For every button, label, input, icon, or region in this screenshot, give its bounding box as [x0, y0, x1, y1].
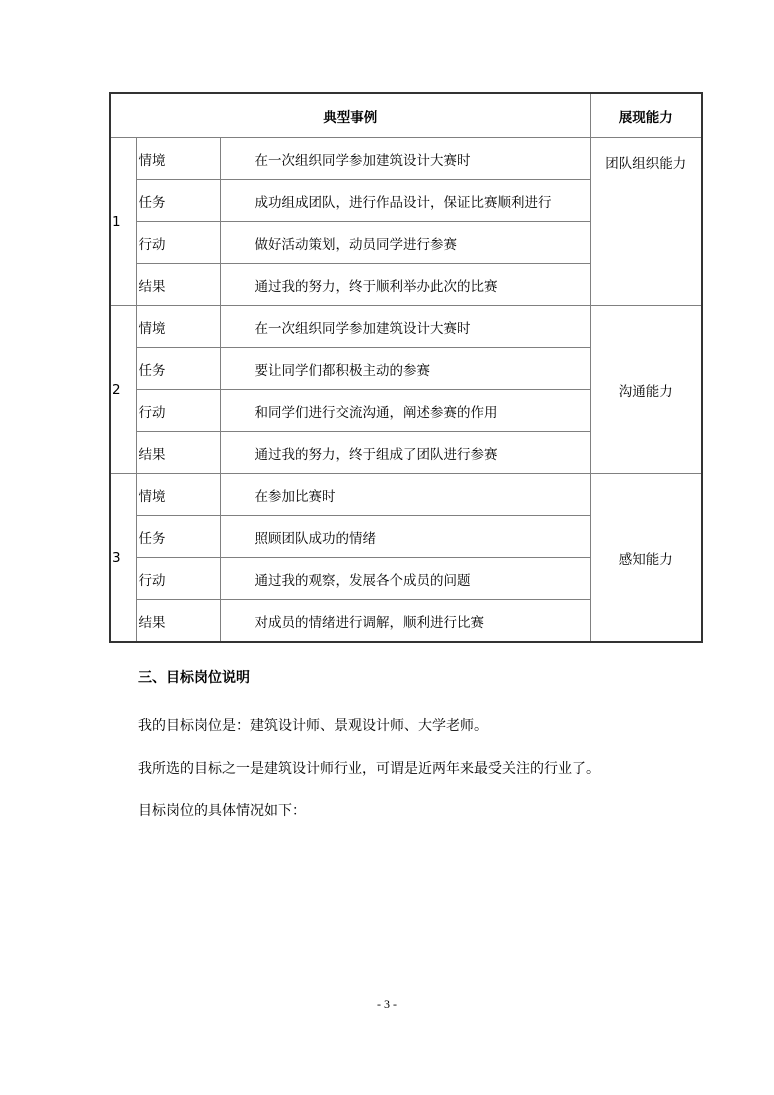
case-number: 2 — [110, 306, 136, 474]
row-kind: 任务 — [136, 180, 220, 222]
ability-label: 团队组织能力 — [605, 156, 687, 172]
row-text: 在参加比赛时 — [220, 474, 590, 516]
row-text: 对成员的情绪进行调解，顺利进行比赛 — [220, 600, 590, 643]
row-kind: 结果 — [136, 264, 220, 306]
row-text: 和同学们进行交流沟通，阐述参赛的作用 — [220, 390, 590, 432]
ability-cell — [590, 474, 702, 643]
table-row — [110, 138, 702, 180]
paragraph: 目标岗位的具体情况如下： — [138, 803, 306, 819]
case-number: 3 — [110, 474, 136, 643]
ability-label: 沟通能力 — [618, 383, 673, 400]
row-kind: 结果 — [136, 600, 220, 643]
paragraph: 我所选的目标之一是建筑设计师行业，可谓是近两年来最受关注的行业了。 — [138, 761, 600, 777]
row-text: 成功组成团队，进行作品设计，保证比赛顺利进行 — [220, 180, 590, 222]
header-typical-cases: 典型事例 — [110, 93, 590, 138]
section-heading: 三、目标岗位说明 — [138, 670, 250, 686]
table-row — [110, 306, 702, 348]
row-text: 照顾团队成功的情绪 — [220, 516, 590, 558]
row-kind: 行动 — [136, 222, 220, 264]
row-kind: 结果 — [136, 432, 220, 474]
row-text: 通过我的努力，终于组成了团队进行参赛 — [220, 432, 590, 474]
row-kind: 行动 — [136, 558, 220, 600]
case-number: 1 — [110, 138, 136, 306]
row-text: 在一次组织同学参加建筑设计大赛时 — [220, 306, 590, 348]
row-text: 通过我的努力，终于顺利举办此次的比赛 — [220, 264, 590, 306]
row-kind: 行动 — [136, 390, 220, 432]
row-text: 要让同学们都积极主动的参赛 — [220, 348, 590, 390]
ability-cell — [590, 306, 702, 474]
row-kind: 情境 — [136, 306, 220, 348]
row-kind: 任务 — [136, 516, 220, 558]
row-text: 做好活动策划，动员同学进行参赛 — [220, 222, 590, 264]
page-number: - 3 - — [377, 997, 397, 1011]
ability-label: 感知能力 — [618, 551, 673, 568]
row-kind: 情境 — [136, 138, 220, 180]
row-kind: 任务 — [136, 348, 220, 390]
table-header-row — [110, 93, 702, 138]
header-ability: 展现能力 — [590, 93, 702, 138]
row-text: 通过我的观察，发展各个成员的问题 — [220, 558, 590, 600]
paragraph: 我的目标岗位是：建筑设计师、景观设计师、大学老师。 — [138, 718, 488, 734]
table-row — [110, 474, 702, 516]
row-kind: 情境 — [136, 474, 220, 516]
ability-cell — [590, 138, 702, 306]
row-text: 在一次组织同学参加建筑设计大赛时 — [220, 138, 590, 180]
typical-cases-table — [109, 92, 703, 643]
